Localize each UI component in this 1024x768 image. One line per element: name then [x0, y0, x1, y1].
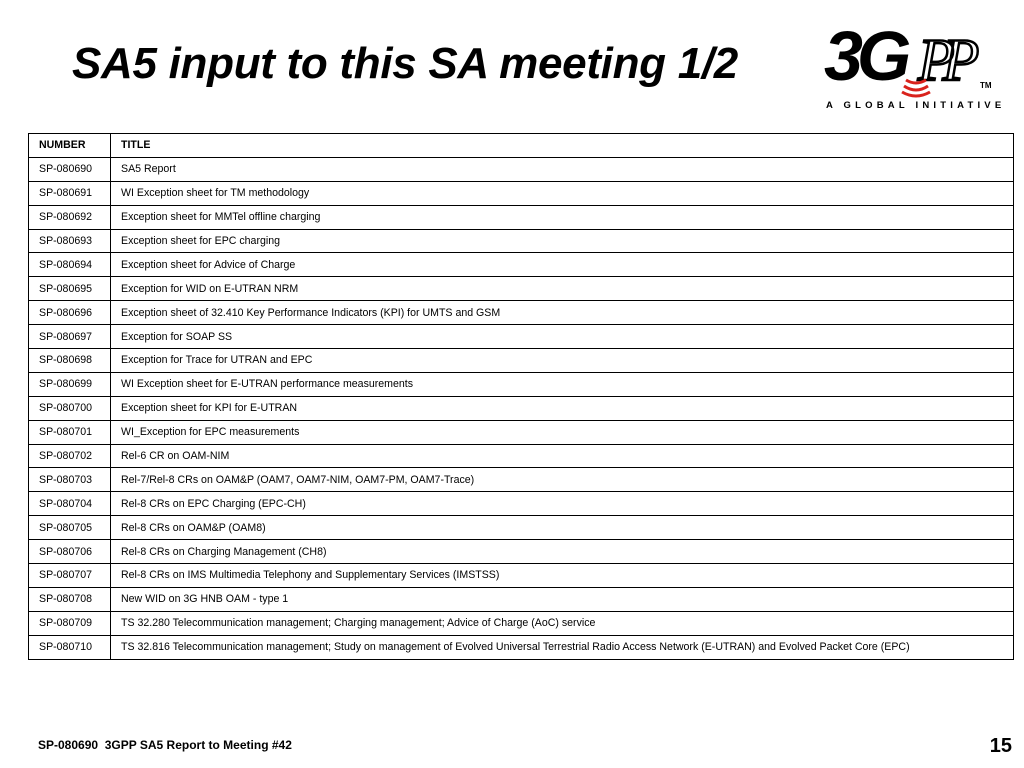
table-row [29, 564, 1014, 588]
header-number: NUMBER [29, 134, 111, 158]
document-list-table [28, 133, 1013, 660]
doc-title: TS 32.280 Telecommunication management; Charging management; Advice of Charge (AoC) service [111, 611, 1014, 635]
doc-number: SP-080695 [29, 277, 111, 301]
doc-title: TS 32.816 Telecommunication management; Study on management of Evolved Universal Terrestrial Radio Access Network (E-UTRAN) and Evolved Packet Core (EPC) [111, 635, 1014, 659]
doc-number: SP-080705 [29, 516, 111, 540]
table-row [29, 587, 1014, 611]
doc-title: Exception sheet for MMTel offline charging [111, 205, 1014, 229]
doc-title: Exception for Trace for UTRAN and EPC [111, 349, 1014, 373]
slide-title: SA5 input to this SA meeting 1/2 [72, 39, 738, 88]
doc-title: New WID on 3G HNB OAM - type 1 [111, 587, 1014, 611]
doc-title: Rel-6 CR on OAM-NIM [111, 444, 1014, 468]
doc-number: SP-080699 [29, 372, 111, 396]
doc-title: Rel-8 CRs on EPC Charging (EPC-CH) [111, 492, 1014, 516]
doc-number: SP-080697 [29, 325, 111, 349]
table-row [29, 229, 1014, 253]
doc-number: SP-080690 [29, 157, 111, 181]
table-row [29, 349, 1014, 373]
table-row [29, 611, 1014, 635]
doc-number: SP-080693 [29, 229, 111, 253]
table-row [29, 492, 1014, 516]
doc-title: Exception sheet for Advice of Charge [111, 253, 1014, 277]
doc-title: Rel-8 CRs on Charging Management (CH8) [111, 540, 1014, 564]
doc-number: SP-080710 [29, 635, 111, 659]
doc-number: SP-080694 [29, 253, 111, 277]
doc-number: SP-080707 [29, 564, 111, 588]
doc-number: SP-080698 [29, 349, 111, 373]
doc-number: SP-080706 [29, 540, 111, 564]
table-row [29, 325, 1014, 349]
table-row [29, 205, 1014, 229]
footer-reference: SP-080690 3GPP SA5 Report to Meeting #42 [38, 738, 292, 752]
doc-number: SP-080700 [29, 396, 111, 420]
table-header-row [29, 134, 1014, 158]
table-row [29, 181, 1014, 205]
doc-number: SP-080701 [29, 420, 111, 444]
doc-title: SA5 Report [111, 157, 1014, 181]
doc-number: SP-080703 [29, 468, 111, 492]
svg-text:PP: PP [918, 27, 968, 93]
trademark-mark: TM [980, 81, 992, 90]
doc-number: SP-080692 [29, 205, 111, 229]
doc-number: SP-080702 [29, 444, 111, 468]
doc-title: WI_Exception for EPC measurements [111, 420, 1014, 444]
doc-number: SP-080696 [29, 301, 111, 325]
table-row [29, 635, 1014, 659]
table-row [29, 396, 1014, 420]
table-row [29, 444, 1014, 468]
table-row [29, 516, 1014, 540]
table-row [29, 301, 1014, 325]
doc-number: SP-080709 [29, 611, 111, 635]
doc-title: Exception for SOAP SS [111, 325, 1014, 349]
table-row [29, 540, 1014, 564]
doc-title: Rel-7/Rel-8 CRs on OAM&P (OAM7, OAM7-NIM, OAM7-PM, OAM7-Trace) [111, 468, 1014, 492]
table-row [29, 157, 1014, 181]
table-row [29, 372, 1014, 396]
svg-text:3G: 3G [824, 17, 906, 95]
doc-title: Rel-8 CRs on IMS Multimedia Telephony and Supplementary Services (IMSTSS) [111, 564, 1014, 588]
doc-number: SP-080704 [29, 492, 111, 516]
doc-title: WI Exception sheet for TM methodology [111, 181, 1014, 205]
doc-title: Exception for WID on E-UTRAN NRM [111, 277, 1014, 301]
header-title: TITLE [111, 134, 1014, 158]
table-row [29, 420, 1014, 444]
table-row [29, 468, 1014, 492]
doc-title: Exception sheet of 32.410 Key Performance Indicators (KPI) for UMTS and GSM [111, 301, 1014, 325]
doc-number: SP-080708 [29, 587, 111, 611]
doc-title: Exception sheet for KPI for E-UTRAN [111, 396, 1014, 420]
logo-tagline: A GLOBAL INITIATIVE [826, 100, 1006, 111]
doc-title: WI Exception sheet for E-UTRAN performance measurements [111, 372, 1014, 396]
table-row [29, 277, 1014, 301]
table-row [29, 253, 1014, 277]
doc-number: SP-080691 [29, 181, 111, 205]
doc-title: Rel-8 CRs on OAM&P (OAM8) [111, 516, 1014, 540]
page-number: 15 [989, 735, 1012, 757]
doc-title: Exception sheet for EPC charging [111, 229, 1014, 253]
